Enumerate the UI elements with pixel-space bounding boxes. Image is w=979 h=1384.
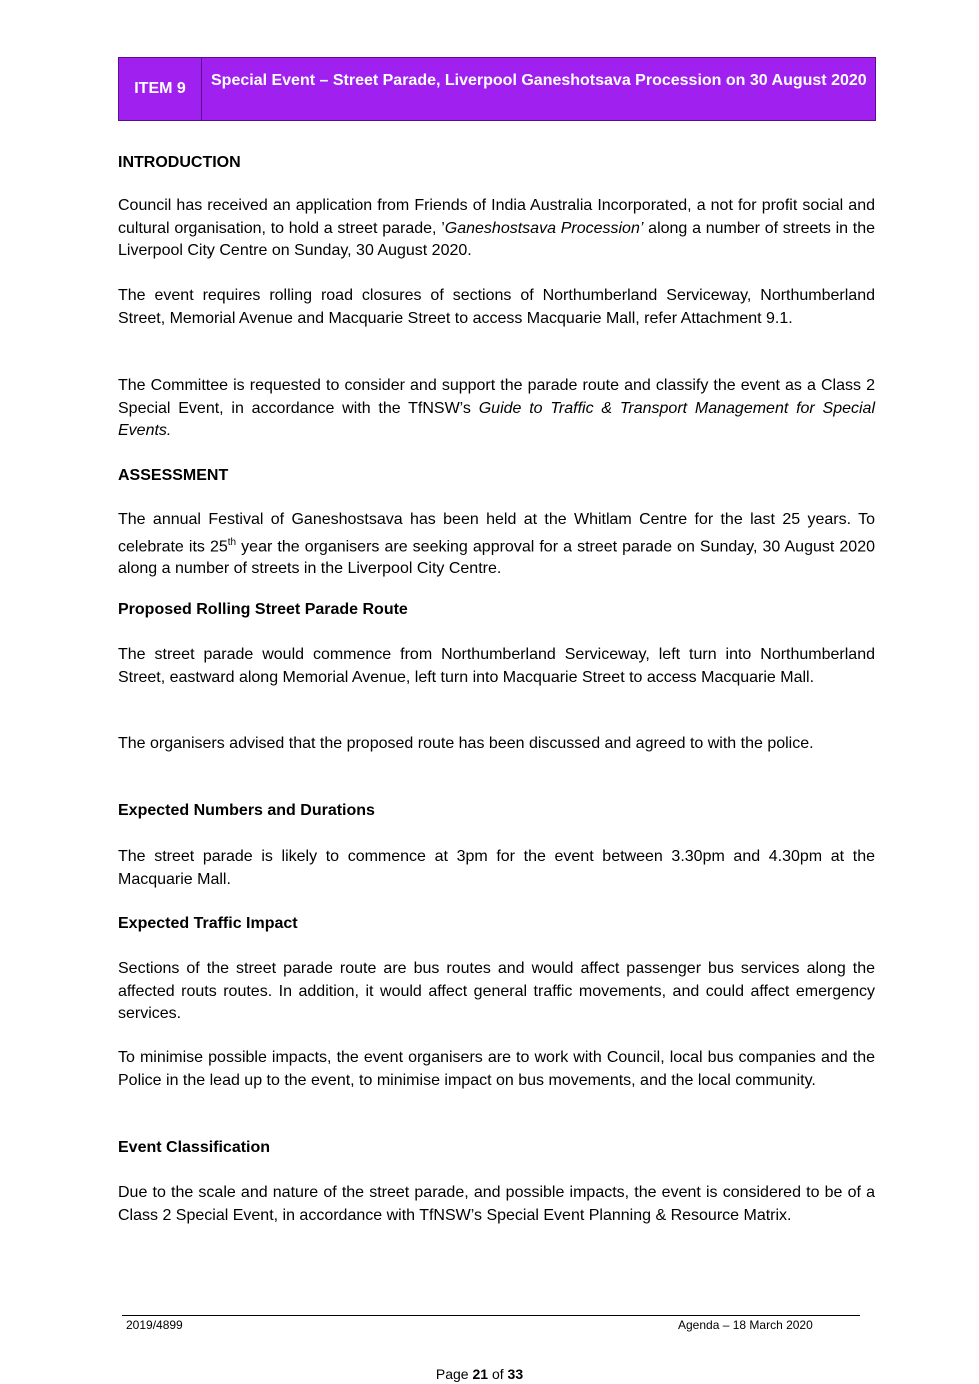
item-number: ITEM 9 xyxy=(119,58,202,120)
intro-paragraph-2: The event requires rolling road closures of sections of Northumberland Serviceway, Northumberland Street, Memorial Avenue and Macquarie Street to access Macquarie Mall, refer Attachment 9.1. xyxy=(118,287,875,327)
intro-paragraph-1: Council has received an application from Friends of India Australia Incorporated, a not for profit social and cultural organisation, to hold a street parade, ’Ganeshostsava Procession’ along a number of streets in the Liverpool City Centre on Sunday, 30 August 2020. xyxy=(118,197,876,259)
numbers-paragraph-1: The street parade is likely to commence at 3pm for the event between 3.30pm and 4.30pm at the Macquarie Mall. xyxy=(118,848,875,888)
introduction-heading: INTRODUCTION xyxy=(118,154,241,171)
traffic-paragraph-1: Sections of the street parade route are bus routes and would affect passenger bus services along the affected routs routes. In addition, it would affect general traffic movements, and could affect emergency services. xyxy=(118,960,875,1022)
assessment-heading: ASSESSMENT xyxy=(118,467,229,484)
item-title: Special Event – Street Parade, Liverpool Ganeshotsava Procession on 30 August 2020 xyxy=(211,72,867,89)
footer-rule xyxy=(122,1315,860,1316)
classification-paragraph-1: Due to the scale and nature of the street parade, and possible impacts, the event is considered to be of a Class 2 Special Event, in accordance with TfNSW’s Special Event Planning & Resource Matrix. xyxy=(118,1184,875,1224)
route-paragraph-1: The street parade would commence from Northumberland Serviceway, left turn into Northumberland Street, eastward along Memorial Avenue, left turn into Macquarie Street to access Macquarie Mall. xyxy=(118,646,875,686)
traffic-heading: Expected Traffic Impact xyxy=(118,915,298,932)
assessment-paragraph-1: The annual Festival of Ganeshostsava has been held at the Whitlam Centre for the last 25 years. To celebrate its 25th year the organisers are seeking approval for a street parade on Sunday, 30 August 2020 along a number of streets in the Liverpool City Centre. xyxy=(118,511,875,578)
route-heading: Proposed Rolling Street Parade Route xyxy=(118,601,408,618)
numbers-heading: Expected Numbers and Durations xyxy=(118,802,375,819)
route-paragraph-2: The organisers advised that the proposed route has been discussed and agreed to with the police. xyxy=(118,735,814,752)
traffic-paragraph-2: To minimise possible impacts, the event organisers are to work with Council, local bus companies and the Police in the lead up to the event, to minimise impact on bus movements, and the local community. xyxy=(118,1049,875,1089)
page-number: Page 21 of 33 xyxy=(435,1366,524,1382)
intro-paragraph-3: The Committee is requested to consider and support the parade route and classify the event as a Class 2 Special Event, in accordance with the TfNSW’s Guide to Traffic & Transport Management for Special Events. xyxy=(118,377,876,439)
footer-reference: 2019/4899 xyxy=(126,1318,183,1332)
footer-agenda-date: Agenda – 18 March 2020 xyxy=(678,1318,813,1332)
item-header xyxy=(118,57,876,121)
classification-heading: Event Classification xyxy=(118,1139,271,1156)
